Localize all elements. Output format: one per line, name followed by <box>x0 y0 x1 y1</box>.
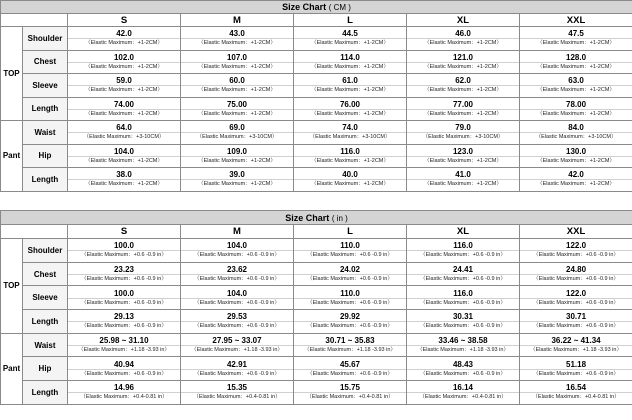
size-cell <box>181 144 294 168</box>
elastic-note: （Elastic Maximum：+1-2CM） <box>85 181 163 188</box>
size-cell <box>520 168 632 192</box>
size-cell <box>68 27 181 51</box>
measure-value: 74.00 <box>68 100 180 110</box>
measure-value: 75.00 <box>181 100 293 110</box>
measure-value: 38.0 <box>68 170 180 180</box>
elastic-note: （Elastic Maximum：+0.6 -0.9 in） <box>533 370 619 377</box>
size-cell <box>520 381 632 405</box>
size-cell <box>407 74 520 98</box>
elastic-note: （Elastic Maximum：+3-10CM） <box>422 134 504 141</box>
size-cell <box>181 97 294 121</box>
elastic-note: （Elastic Maximum：+1-2CM） <box>85 157 163 164</box>
table-row <box>1 121 632 145</box>
size-cell <box>520 144 632 168</box>
size-cell <box>68 286 181 310</box>
size-cell <box>294 97 407 121</box>
elastic-note: （Elastic Maximum：+1.18 -3.93 in） <box>417 347 509 354</box>
size-cell <box>68 310 181 334</box>
elastic-note: （Elastic Maximum：+0.6 -0.9 in） <box>194 299 280 306</box>
size-header: L <box>294 14 407 27</box>
elastic-note: （Elastic Maximum：+0.6 -0.9 in） <box>533 323 619 330</box>
measure-value: 78.00 <box>520 100 632 110</box>
elastic-note: （Elastic Maximum：+1.18 -3.93 in） <box>78 347 170 354</box>
size-cell <box>68 333 181 357</box>
elastic-note: （Elastic Maximum：+1.18 -3.93 in） <box>191 347 283 354</box>
size-cell <box>520 239 632 263</box>
size-cell <box>181 74 294 98</box>
size-cell <box>407 144 520 168</box>
table-title <box>1 211 632 225</box>
elastic-note: （Elastic Maximum：+0.6 -0.9 in） <box>81 299 167 306</box>
measure-value: 14.96 <box>68 383 180 393</box>
elastic-note: （Elastic Maximum：+1-2CM） <box>537 181 615 188</box>
size-cell <box>181 239 294 263</box>
size-cell <box>407 333 520 357</box>
elastic-note: （Elastic Maximum：+1-2CM） <box>537 110 615 117</box>
elastic-note: （Elastic Maximum：+1-2CM） <box>85 87 163 94</box>
size-cell <box>294 286 407 310</box>
measure-label: Sleeve <box>23 286 68 310</box>
measure-label: Chest <box>23 50 68 74</box>
measure-value: 62.0 <box>407 76 519 86</box>
elastic-note: （Elastic Maximum：+1-2CM） <box>424 181 502 188</box>
size-cell <box>407 27 520 51</box>
size-cell <box>520 27 632 51</box>
measure-value: 16.14 <box>407 383 519 393</box>
size-cell <box>181 381 294 405</box>
size-cell <box>294 310 407 334</box>
measure-label: Length <box>23 310 68 334</box>
size-cell <box>407 310 520 334</box>
elastic-note: （Elastic Maximum：+0.4-0.81 in） <box>80 394 168 401</box>
measure-value: 107.0 <box>181 53 293 63</box>
measure-label: Shoulder <box>23 239 68 263</box>
measure-value: 24.02 <box>294 265 406 275</box>
size-header: XXL <box>520 225 632 239</box>
table-row <box>1 144 632 168</box>
size-cell <box>407 50 520 74</box>
measure-value: 63.0 <box>520 76 632 86</box>
size-cell <box>181 27 294 51</box>
size-cell <box>294 27 407 51</box>
measure-value: 116.0 <box>294 147 406 157</box>
measure-value: 60.0 <box>181 76 293 86</box>
elastic-note: （Elastic Maximum：+1-2CM） <box>537 40 615 47</box>
elastic-note: （Elastic Maximum：+0.4-0.81 in） <box>306 394 394 401</box>
size-header: XXL <box>520 14 632 27</box>
size-header: XL <box>407 14 520 27</box>
measure-label: Waist <box>23 333 68 357</box>
title-text: Size Chart <box>285 212 330 223</box>
elastic-note: （Elastic Maximum：+0.6 -0.9 in） <box>420 276 506 283</box>
size-header: M <box>181 14 294 27</box>
elastic-note: （Elastic Maximum：+1-2CM） <box>85 110 163 117</box>
table-row <box>1 74 632 98</box>
table-row <box>1 50 632 74</box>
measure-value: 130.0 <box>520 147 632 157</box>
measure-value: 76.00 <box>294 100 406 110</box>
elastic-note: （Elastic Maximum：+1-2CM） <box>198 87 276 94</box>
elastic-note: （Elastic Maximum：+1-2CM） <box>424 63 502 70</box>
size-cell <box>68 239 181 263</box>
measure-value: 84.0 <box>520 123 632 133</box>
size-cell <box>294 50 407 74</box>
measure-value: 33.46 ~ 38.58 <box>407 336 519 346</box>
measure-value: 121.0 <box>407 53 519 63</box>
elastic-note: （Elastic Maximum：+0.4-0.81 in） <box>532 394 620 401</box>
elastic-note: （Elastic Maximum：+1-2CM） <box>424 157 502 164</box>
size-cell <box>520 310 632 334</box>
size-cell <box>520 97 632 121</box>
measure-label: Length <box>23 168 68 192</box>
table-row <box>1 357 632 381</box>
measure-value: 64.0 <box>68 123 180 133</box>
elastic-note: （Elastic Maximum：+3-10CM） <box>83 134 165 141</box>
size-header: L <box>294 225 407 239</box>
measure-value: 104.0 <box>68 147 180 157</box>
size-cell <box>294 262 407 286</box>
size-cell <box>407 97 520 121</box>
elastic-note: （Elastic Maximum：+0.6 -0.9 in） <box>81 252 167 259</box>
elastic-note: （Elastic Maximum：+0.6 -0.9 in） <box>420 252 506 259</box>
size-cell <box>181 168 294 192</box>
measure-value: 123.0 <box>407 147 519 157</box>
size-cell <box>68 357 181 381</box>
measure-label: Waist <box>23 121 68 145</box>
size-cell <box>68 144 181 168</box>
elastic-note: （Elastic Maximum：+1-2CM） <box>311 87 389 94</box>
size-cell <box>68 74 181 98</box>
elastic-note: （Elastic Maximum：+0.6 -0.9 in） <box>533 276 619 283</box>
measure-value: 110.0 <box>294 289 406 299</box>
measure-label: Hip <box>23 144 68 168</box>
elastic-note: （Elastic Maximum：+3-10CM） <box>535 134 617 141</box>
elastic-note: （Elastic Maximum：+0.6 -0.9 in） <box>81 323 167 330</box>
elastic-note: （Elastic Maximum：+1.18 -3.93 in） <box>304 347 396 354</box>
elastic-note: （Elastic Maximum：+1-2CM） <box>424 110 502 117</box>
measure-value: 122.0 <box>520 289 632 299</box>
elastic-note: （Elastic Maximum：+0.6 -0.9 in） <box>307 252 393 259</box>
elastic-note: （Elastic Maximum：+0.6 -0.9 in） <box>307 276 393 283</box>
elastic-note: （Elastic Maximum：+1-2CM） <box>311 63 389 70</box>
measure-value: 102.0 <box>68 53 180 63</box>
measure-value: 44.5 <box>294 29 406 39</box>
size-cell <box>407 168 520 192</box>
table-row <box>1 239 632 263</box>
measure-value: 42.0 <box>68 29 180 39</box>
size-cell <box>407 262 520 286</box>
group-label: TOP <box>1 27 23 121</box>
size-cell <box>294 381 407 405</box>
measure-value: 25.98 ~ 31.10 <box>68 336 180 346</box>
measure-value: 43.0 <box>181 29 293 39</box>
measure-label: Chest <box>23 262 68 286</box>
size-cell <box>68 97 181 121</box>
elastic-note: （Elastic Maximum：+1-2CM） <box>424 40 502 47</box>
measure-value: 116.0 <box>407 241 519 251</box>
elastic-note: （Elastic Maximum：+1-2CM） <box>198 40 276 47</box>
elastic-note: （Elastic Maximum：+0.6 -0.9 in） <box>420 370 506 377</box>
table-title <box>1 1 632 14</box>
measure-value: 29.92 <box>294 312 406 322</box>
measure-value: 59.0 <box>68 76 180 86</box>
measure-value: 42.0 <box>520 170 632 180</box>
elastic-note: （Elastic Maximum：+0.6 -0.9 in） <box>420 299 506 306</box>
elastic-note: （Elastic Maximum：+3-10CM） <box>196 134 278 141</box>
elastic-note: （Elastic Maximum：+0.6 -0.9 in） <box>194 276 280 283</box>
table-row <box>1 168 632 192</box>
elastic-note: （Elastic Maximum：+1-2CM） <box>311 181 389 188</box>
measure-value: 39.0 <box>181 170 293 180</box>
size-cell <box>520 262 632 286</box>
size-cell <box>407 286 520 310</box>
measure-value: 51.18 <box>520 360 632 370</box>
size-cell <box>520 74 632 98</box>
elastic-note: （Elastic Maximum：+1-2CM） <box>311 40 389 47</box>
measure-value: 41.0 <box>407 170 519 180</box>
measure-value: 36.22 ~ 41.34 <box>520 336 632 346</box>
elastic-note: （Elastic Maximum：+0.6 -0.9 in） <box>194 370 280 377</box>
measure-value: 47.5 <box>520 29 632 39</box>
measure-value: 104.0 <box>181 241 293 251</box>
elastic-note: （Elastic Maximum：+0.6 -0.9 in） <box>81 276 167 283</box>
table-row <box>1 286 632 310</box>
header-corner <box>1 14 68 27</box>
table-row <box>1 333 632 357</box>
size-cell <box>520 333 632 357</box>
elastic-note: （Elastic Maximum：+0.6 -0.9 in） <box>533 252 619 259</box>
measure-value: 24.41 <box>407 265 519 275</box>
measure-value: 23.62 <box>181 265 293 275</box>
measure-value: 24.80 <box>520 265 632 275</box>
measure-value: 100.0 <box>68 289 180 299</box>
measure-value: 74.0 <box>294 123 406 133</box>
elastic-note: （Elastic Maximum：+0.6 -0.9 in） <box>307 299 393 306</box>
elastic-note: （Elastic Maximum：+0.6 -0.9 in） <box>533 299 619 306</box>
table-row <box>1 27 632 51</box>
size-cell <box>181 286 294 310</box>
measure-value: 16.54 <box>520 383 632 393</box>
size-cell <box>520 50 632 74</box>
size-cell <box>181 357 294 381</box>
size-cell <box>520 121 632 145</box>
measure-value: 27.95 ~ 33.07 <box>181 336 293 346</box>
size-header: S <box>68 225 181 239</box>
size-cell <box>407 239 520 263</box>
elastic-note: （Elastic Maximum：+0.6 -0.9 in） <box>307 370 393 377</box>
measure-value: 69.0 <box>181 123 293 133</box>
elastic-note: （Elastic Maximum：+0.4-0.81 in） <box>419 394 507 401</box>
size-cell <box>407 121 520 145</box>
size-cell <box>294 168 407 192</box>
measure-value: 40.0 <box>294 170 406 180</box>
elastic-note: （Elastic Maximum：+0.6 -0.9 in） <box>81 370 167 377</box>
elastic-note: （Elastic Maximum：+1-2CM） <box>424 87 502 94</box>
size-chart-table <box>0 0 632 192</box>
measure-value: 104.0 <box>181 289 293 299</box>
measure-value: 40.94 <box>68 360 180 370</box>
measure-value: 100.0 <box>68 241 180 251</box>
elastic-note: （Elastic Maximum：+0.6 -0.9 in） <box>194 323 280 330</box>
elastic-note: （Elastic Maximum：+0.6 -0.9 in） <box>307 323 393 330</box>
elastic-note: （Elastic Maximum：+1-2CM） <box>537 157 615 164</box>
size-cell <box>68 121 181 145</box>
measure-value: 30.71 ~ 35.83 <box>294 336 406 346</box>
elastic-note: （Elastic Maximum：+1-2CM） <box>198 157 276 164</box>
elastic-note: （Elastic Maximum：+1-2CM） <box>311 110 389 117</box>
table-row <box>1 262 632 286</box>
elastic-note: （Elastic Maximum：+0.6 -0.9 in） <box>194 252 280 259</box>
size-cell <box>68 50 181 74</box>
elastic-note: （Elastic Maximum：+0.4-0.81 in） <box>193 394 281 401</box>
measure-value: 30.31 <box>407 312 519 322</box>
elastic-note: （Elastic Maximum：+1-2CM） <box>537 63 615 70</box>
measure-value: 15.35 <box>181 383 293 393</box>
measure-value: 29.13 <box>68 312 180 322</box>
table-row <box>1 310 632 334</box>
size-cell <box>294 357 407 381</box>
size-cell <box>294 144 407 168</box>
measure-value: 109.0 <box>181 147 293 157</box>
measure-label: Sleeve <box>23 74 68 98</box>
title-text: Size Chart <box>282 2 327 12</box>
size-cell <box>181 50 294 74</box>
elastic-note: （Elastic Maximum：+1-2CM） <box>198 110 276 117</box>
measure-label: Hip <box>23 357 68 381</box>
size-cell <box>181 310 294 334</box>
measure-label: Length <box>23 381 68 405</box>
size-cell <box>294 121 407 145</box>
size-cell <box>294 239 407 263</box>
measure-value: 110.0 <box>294 241 406 251</box>
measure-value: 116.0 <box>407 289 519 299</box>
size-cell <box>181 333 294 357</box>
measure-value: 15.75 <box>294 383 406 393</box>
table-row <box>1 97 632 121</box>
size-cell <box>68 168 181 192</box>
elastic-note: （Elastic Maximum：+0.6 -0.9 in） <box>420 323 506 330</box>
measure-value: 79.0 <box>407 123 519 133</box>
size-cell <box>407 357 520 381</box>
measure-label: Length <box>23 97 68 121</box>
measure-value: 42.91 <box>181 360 293 370</box>
elastic-note: （Elastic Maximum：+1-2CM） <box>85 63 163 70</box>
measure-value: 45.67 <box>294 360 406 370</box>
elastic-note: （Elastic Maximum：+1-2CM） <box>198 63 276 70</box>
measure-value: 29.53 <box>181 312 293 322</box>
measure-value: 48.43 <box>407 360 519 370</box>
measure-value: 122.0 <box>520 241 632 251</box>
title-unit: ( in ) <box>331 213 348 223</box>
elastic-note: （Elastic Maximum：+1-2CM） <box>311 157 389 164</box>
group-label: Pant <box>1 333 23 404</box>
elastic-note: （Elastic Maximum：+1.18 -3.93 in） <box>530 347 622 354</box>
size-cell <box>407 381 520 405</box>
size-header: S <box>68 14 181 27</box>
size-cell <box>520 357 632 381</box>
header-corner <box>1 225 68 239</box>
size-cell <box>68 381 181 405</box>
measure-value: 128.0 <box>520 53 632 63</box>
measure-value: 114.0 <box>294 53 406 63</box>
size-cell <box>181 121 294 145</box>
measure-value: 46.0 <box>407 29 519 39</box>
elastic-note: （Elastic Maximum：+1-2CM） <box>85 40 163 47</box>
measure-value: 61.0 <box>294 76 406 86</box>
size-cell <box>181 262 294 286</box>
group-label: TOP <box>1 239 23 334</box>
size-cell <box>520 286 632 310</box>
measure-label: Shoulder <box>23 27 68 51</box>
size-cell <box>294 74 407 98</box>
elastic-note: （Elastic Maximum：+1-2CM） <box>198 181 276 188</box>
elastic-note: （Elastic Maximum：+3-10CM） <box>309 134 391 141</box>
elastic-note: （Elastic Maximum：+1-2CM） <box>537 87 615 94</box>
measure-value: 23.23 <box>68 265 180 275</box>
size-header: M <box>181 225 294 239</box>
title-unit: ( CM ) <box>328 3 351 12</box>
size-cell <box>68 262 181 286</box>
group-label: Pant <box>1 121 23 192</box>
size-header: XL <box>407 225 520 239</box>
size-chart-table <box>0 210 632 405</box>
measure-value: 77.00 <box>407 100 519 110</box>
measure-value: 30.71 <box>520 312 632 322</box>
size-cell <box>294 333 407 357</box>
table-row <box>1 381 632 405</box>
